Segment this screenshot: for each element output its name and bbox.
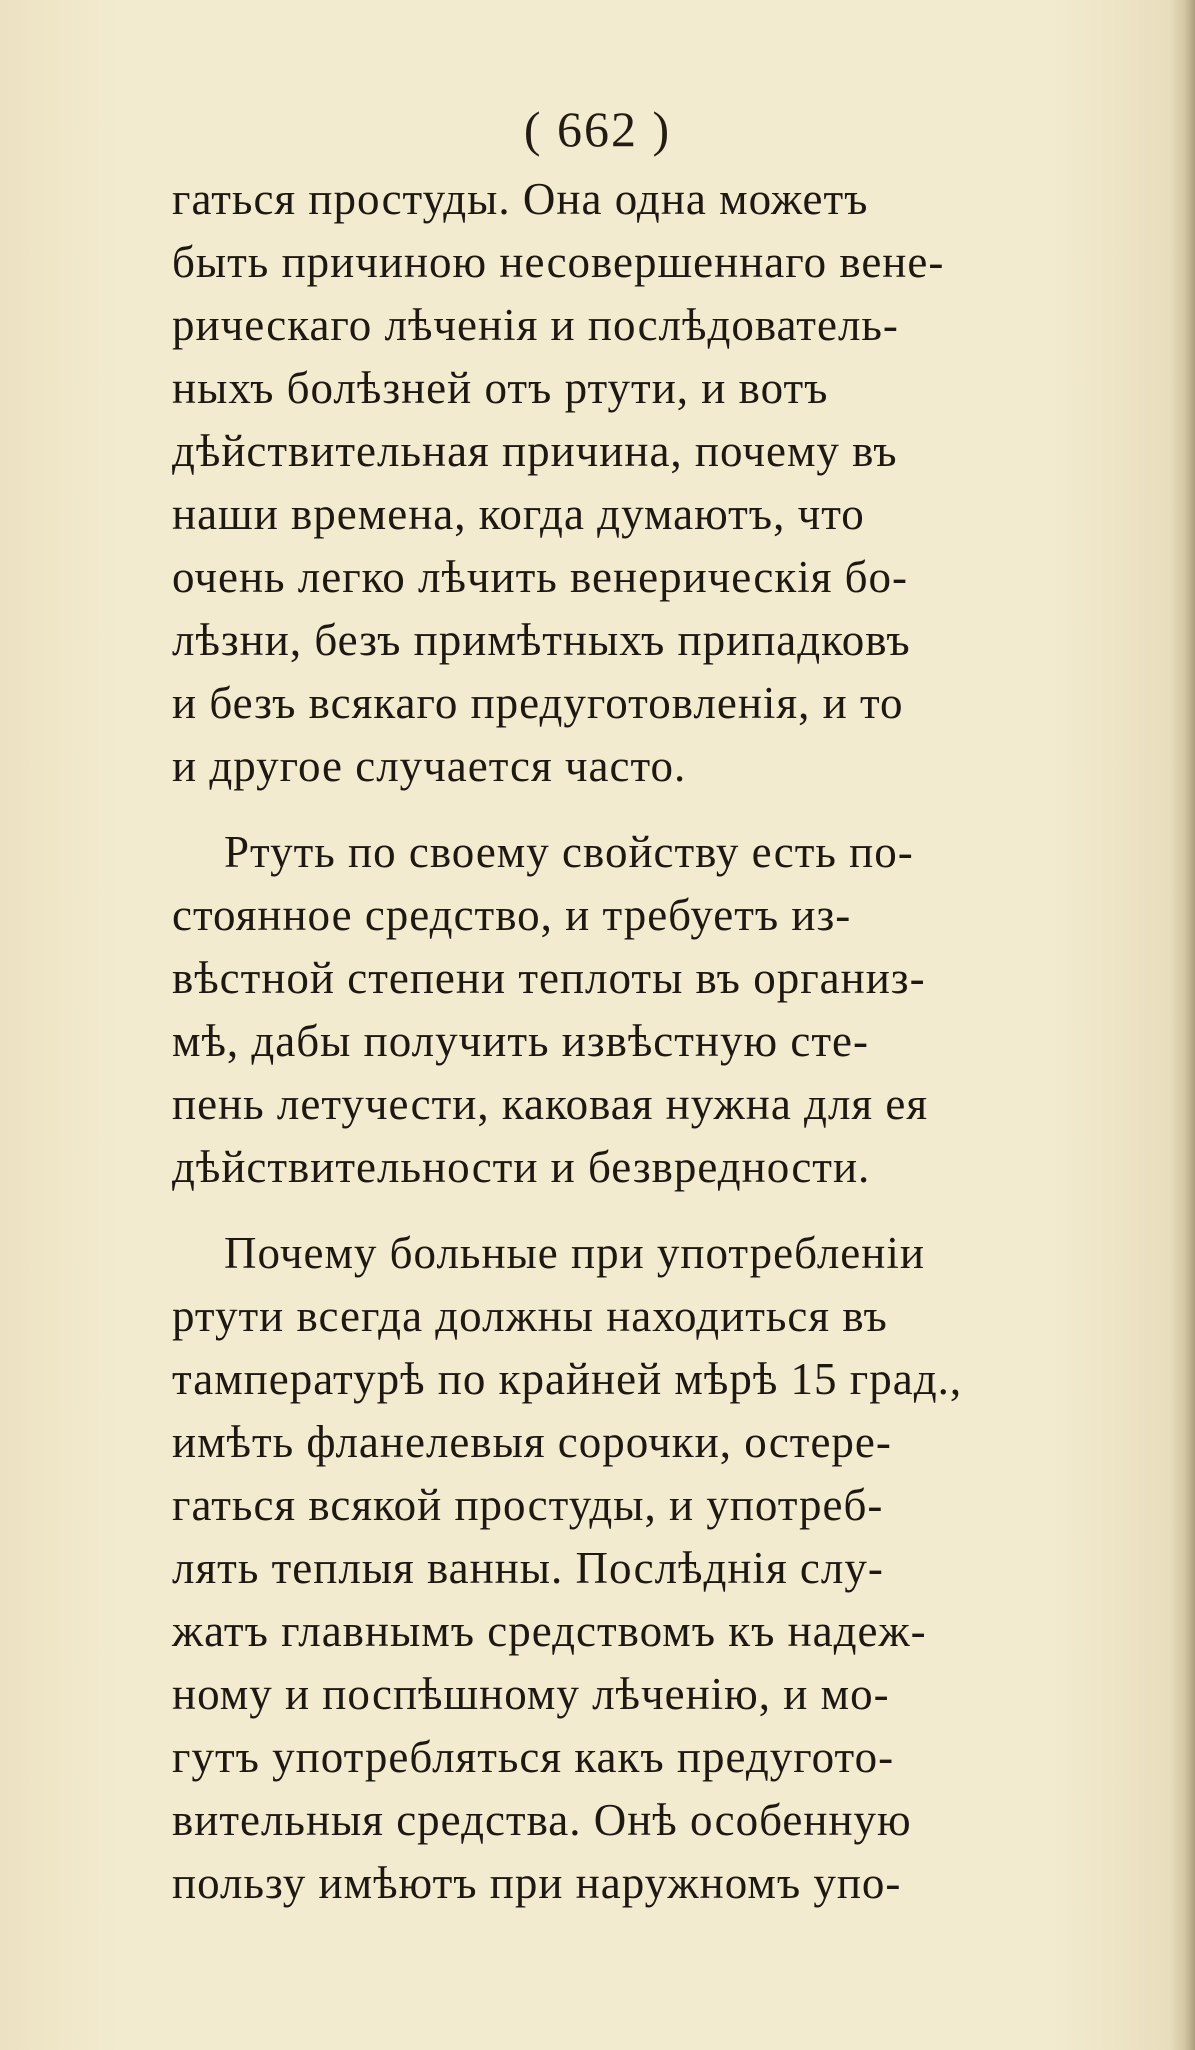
text-line: пользу имѣютъ при наружномъ упо- [172, 1858, 902, 1908]
page-number: ( 662 ) [523, 101, 672, 157]
text-line: дѣйствительная причина, почему въ [172, 426, 898, 476]
text-line: ному и поспѣшному лѣченію, и мо- [172, 1669, 890, 1719]
text-line: гаться простуды. Она одна можетъ [172, 174, 869, 224]
text-line: дѣйствительности и безвредности. [172, 1142, 871, 1192]
text-line: имѣть фланелевыя сорочки, остере- [172, 1417, 892, 1467]
text-line: мѣ, дабы получить извѣстную сте- [172, 1016, 869, 1066]
text-line: наши времена, когда думаютъ, что [172, 489, 865, 539]
paragraph [172, 1222, 1072, 1915]
text-line: ныхъ болѣзней отъ ртути, и вотъ [172, 363, 829, 413]
text-line: вѣстной степени теплоты въ организ- [172, 953, 926, 1003]
text-line: очень легко лѣчить венерическія бо- [172, 552, 909, 602]
text-line: стоянное средство, и требуетъ из- [172, 890, 852, 940]
text-line: и безъ всякаго предуготовленія, и то [172, 678, 904, 728]
text-line: Ртуть по своему свойству есть по- [224, 827, 914, 877]
text-line: лять теплыя ванны. Послѣднія слу- [172, 1543, 884, 1593]
text-line: быть причиною несовершеннаго вене- [172, 237, 945, 287]
text-line: Почему больные при употребленіи [224, 1228, 925, 1278]
paragraph [172, 168, 1072, 798]
page-edge-shadow [1169, 0, 1195, 2050]
text-line: рическаго лѣченія и послѣдователь- [172, 300, 899, 350]
paragraph [172, 821, 1072, 1199]
text-line: гутъ употребляться какъ предугото- [172, 1732, 895, 1782]
text-line: лѣзни, безъ примѣтныхъ припадковъ [172, 615, 911, 665]
text-line: пень летучести, каковая нужна для ея [172, 1079, 929, 1129]
text-line: гаться всякой простуды, и употреб- [172, 1480, 884, 1530]
text-line: вительныя средства. Онѣ особенную [172, 1795, 912, 1845]
paragraph-gap [172, 1199, 1072, 1222]
body-text [172, 168, 1072, 1915]
text-line: жатъ главнымъ средствомъ къ надеж- [172, 1606, 927, 1656]
text-line: и другое случается часто. [172, 741, 687, 791]
paragraph-gap [172, 798, 1072, 821]
text-line: ртути всегда должны находиться въ [172, 1291, 888, 1341]
text-line: тампературѣ по крайней мѣрѣ 15 град., [172, 1354, 963, 1404]
